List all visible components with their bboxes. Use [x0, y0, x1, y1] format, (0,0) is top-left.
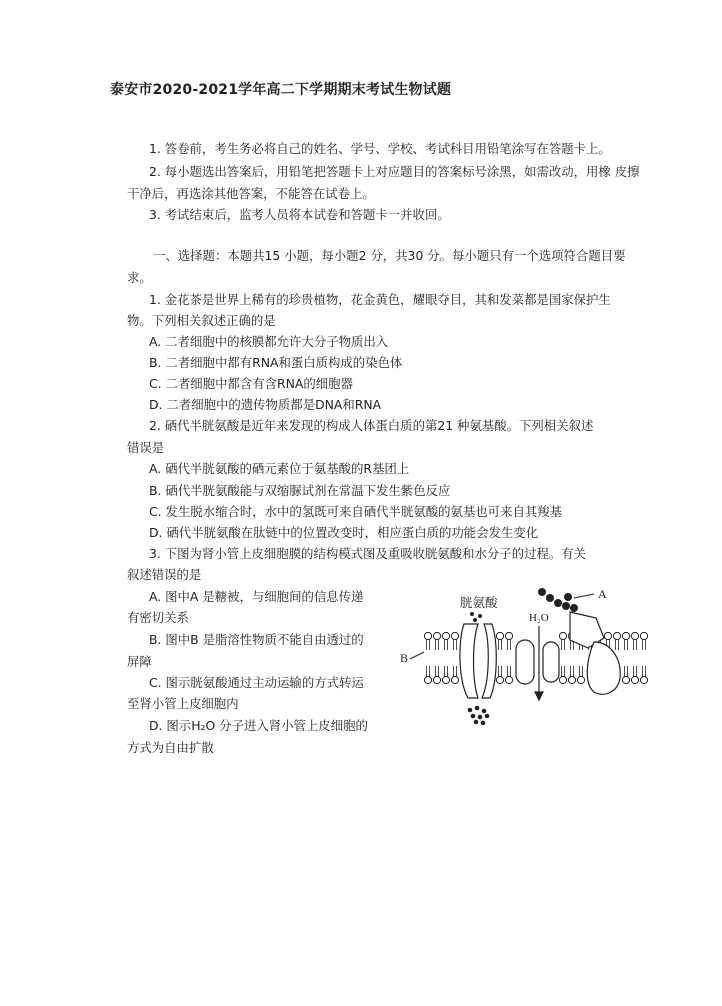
lipid-head: [496, 632, 503, 639]
lipid-head: [622, 632, 629, 639]
lipid-head: [451, 676, 458, 683]
lipid-head: [577, 676, 584, 683]
lipid-head: [631, 632, 638, 639]
b-label: B: [400, 651, 409, 665]
question-1-option-d: D. 二者细胞中的遗传物质都是DNA和RNA: [149, 397, 382, 412]
question-3-option-d: D. 图示H₂O 分子进入肾小管上皮细胞的: [149, 718, 368, 733]
question-3-option-d-cont: 方式为自由扩散: [127, 740, 214, 755]
lipid-head: [505, 676, 512, 683]
lipid-head: [604, 632, 611, 639]
question-3-stem-cont: 叙述错误的是: [127, 567, 202, 582]
question-3-option-b-cont: 屏障: [127, 654, 152, 669]
cystine-dots-bottom: [468, 706, 490, 726]
lipid-head: [640, 676, 647, 683]
lipid-head: [442, 632, 449, 639]
cystine-dots-top: [470, 612, 482, 622]
lipid-head: [424, 676, 431, 683]
lipid-head: [622, 676, 629, 683]
question-3-option-c: C. 图示胱氨酸通过主动运输的方式转运: [149, 675, 364, 690]
question-1-option-c: C. 二者细胞中都含有含RNA的细胞器: [149, 376, 353, 391]
lipid-head: [505, 632, 512, 639]
lipid-head: [568, 676, 575, 683]
page-title: 泰安市2020-2021学年高二下学期期末考试生物试题: [110, 82, 452, 98]
question-2-option-c: C. 发生脱水缩合时，水中的氢既可来自硒代半胱氨酸的氨基也可来自其羧基: [149, 504, 563, 519]
membrane-diagram: [398, 580, 654, 730]
b-pointer-line: [410, 652, 424, 659]
lipid-head: [433, 632, 440, 639]
lipid-head: [433, 676, 440, 683]
cystine-transporter-protein: [460, 624, 496, 698]
question-3-stem: 3. 下图为肾小管上皮细胞膜的结构模式图及重吸收胱氨酸和水分子的过程。有关: [149, 546, 587, 561]
question-1-option-a: A. 二者细胞中的核膜都允许大分子物质出入: [149, 334, 389, 349]
question-3-option-a-cont: 有密切关系: [127, 610, 189, 625]
cystine-label: 胱氨酸: [460, 596, 498, 610]
lipid-head: [424, 632, 431, 639]
sugar-chain: [538, 588, 578, 612]
lipid-head: [631, 676, 638, 683]
question-2-option-b: B. 硒代半胱氨酸能与双缩脲试剂在常温下发生紫色反应: [149, 483, 451, 498]
a-pointer-line: [574, 594, 594, 598]
note-2: 2. 每小题选出答案后，用铅笔把答题卡上对应题目的答案标号涂黑，如需改动，用橡 皮擦: [149, 164, 640, 179]
lipid-head: [559, 632, 566, 639]
a-label: A: [598, 587, 607, 601]
lipid-head: [640, 632, 647, 639]
lipid-head: [559, 676, 566, 683]
question-3-option-a: A. 图中A 是糖被，与细胞间的信息传递: [149, 589, 364, 604]
question-2-stem: 2. 硒代半胱氨酸是近年来发现的构成人体蛋白质的第21 种氨基酸。下列相关叙述: [149, 418, 594, 433]
question-1-stem-cont: 物。下列相关叙述正确的是: [127, 313, 276, 328]
water-channel-protein: [516, 640, 559, 684]
question-2-option-d: D. 硒代半胱氨酸在肽链中的位置改变时，相应蛋白质的功能会发生变化: [149, 525, 539, 540]
note-2-cont: 干净后，再选涂其他答案，不能答在试卷上。: [127, 186, 375, 201]
question-1-stem: 1. 金花茶是世界上稀有的珍贵植物，花金黄色，耀眼夺目，其和发菜都是国家保护生: [149, 292, 611, 307]
note-3: 3. 考试结束后，监考人员将本试卷和答题卡一并收回。: [149, 207, 450, 222]
water-label: H₂O: [529, 612, 549, 624]
question-1-option-b: B. 二者细胞中都有RNA和蛋白质构成的染色体: [149, 355, 403, 370]
water-arrow: [535, 626, 543, 700]
section-heading-cont: 求。: [127, 270, 152, 285]
section-heading: 一、选择题：本题共15 小题，每小题2 分，共30 分。每小题只有一个选项符合题目要: [153, 248, 626, 263]
question-2-option-a: A. 硒代半胱氨酸的硒元素位于氨基酸的R基团上: [149, 461, 410, 476]
note-1: 1. 答卷前，考生务必将自己的姓名、学号、学校、考试科目用铅笔涂写在答题卡上。: [149, 141, 611, 156]
lipid-head: [442, 676, 449, 683]
question-3-option-b: B. 图中B 是脂溶性物质不能自由透过的: [149, 632, 364, 647]
lipid-head: [451, 632, 458, 639]
lipid-head: [496, 676, 503, 683]
lipid-head: [613, 632, 620, 639]
question-2-stem-cont: 错误是: [127, 440, 165, 455]
question-3-option-c-cont: 至肾小管上皮细胞内: [127, 696, 239, 711]
bilayer-top-heads: [424, 632, 647, 650]
